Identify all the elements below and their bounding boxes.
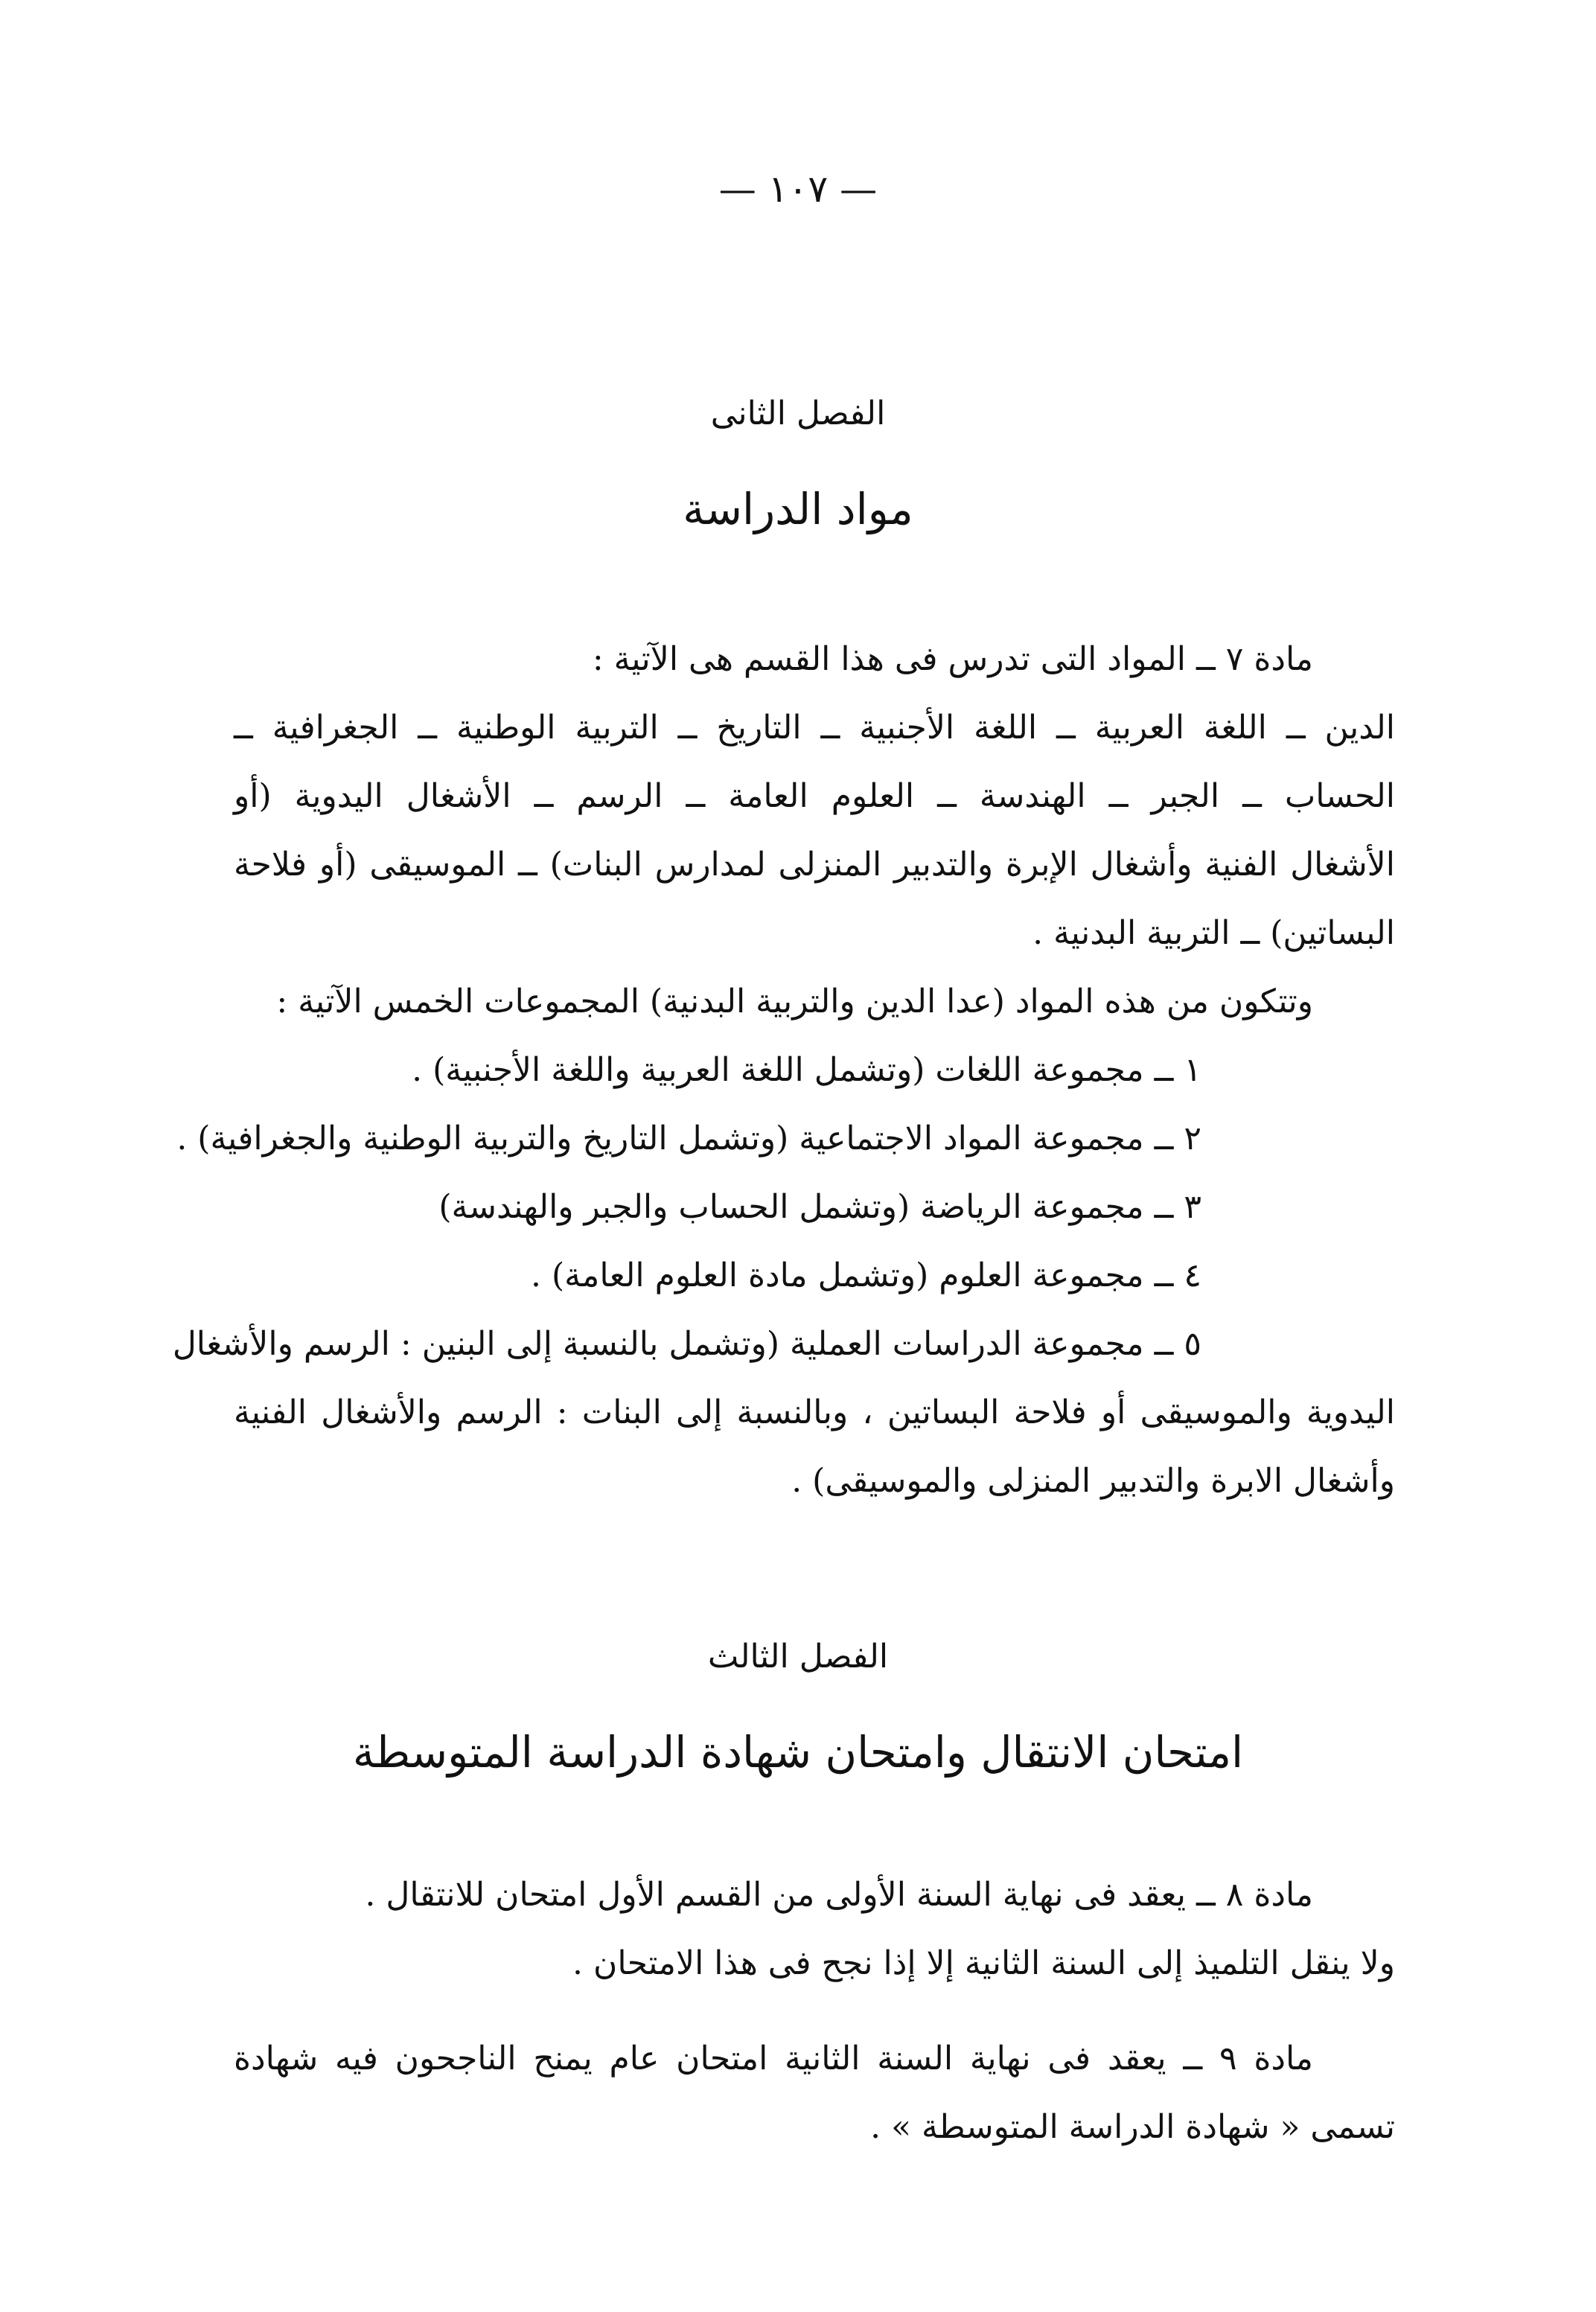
article-7-line-6: وتتكون من هذه المواد (عدا الدين والتربية البدنية) المجموعات الخمس الآتية :	[276, 983, 1313, 1021]
article-7-line-4: الأشغال الفنية وأشغال الإبرة والتدبير المنزلى لمدارس البنات) ــ الموسيقى (أو فلاحة	[234, 846, 1395, 884]
article-8	[234, 1861, 1395, 1998]
group-item-5-continuation-1: اليدوية والموسيقى أو فلاحة البساتين ، وبالنسبة إلى البنات : الرسم والأشغال الفنية	[234, 1393, 1395, 1431]
chapter-3-title: امتحان الانتقال وامتحان شهادة الدراسة المتوسطة	[352, 1727, 1244, 1778]
group-item-2: ٢ ــ مجموعة المواد الاجتماعية (وتشمل التاريخ والتربية الوطنية والجغرافية) .	[176, 1120, 1201, 1157]
article-8-line-1: مادة ٨ ــ يعقد فى نهاية السنة الأولى من القسم الأول امتحان للانتقال .	[365, 1876, 1313, 1914]
article-9-line-2: تسمى « شهادة الدراسة المتوسطة » .	[870, 2108, 1395, 2146]
chapter-2-title: مواد الدراسة	[683, 484, 913, 534]
article-8-line-2: ولا ينقل التلميذ إلى السنة الثانية إلا إذا نجح فى هذا الامتحان .	[572, 1944, 1395, 1982]
group-item-5-continuation-2: وأشغال الابرة والتدبير المنزلى والموسيقى) .	[791, 1462, 1395, 1500]
article-7	[172, 625, 1395, 1516]
article-9	[234, 2025, 1395, 2162]
article-7-line-1: مادة ٧ ــ المواد التى تدرس فى هذا القسم هى الآتية :	[592, 640, 1313, 678]
article-7-line-5: البساتين) ــ التربية البدنية .	[1032, 914, 1395, 952]
article-7-line-2: الدين ــ اللغة العربية ــ اللغة الأجنبية ــ التاريخ ــ التربية الوطنية ــ الجغرافية ــ	[234, 709, 1395, 747]
group-item-4: ٤ ــ مجموعة العلوم (وتشمل مادة العلوم العامة) .	[531, 1256, 1201, 1294]
chapter-3-label: الفصل الثالث	[707, 1638, 889, 1676]
chapter-2-label: الفصل الثانى	[710, 395, 886, 432]
group-item-5: ٥ ــ مجموعة الدراسات العملية (وتشمل بالنسبة إلى البنين : الرسم والأشغال	[172, 1325, 1201, 1363]
group-item-1: ١ ــ مجموعة اللغات (وتشمل اللغة العربية واللغة الأجنبية) .	[412, 1051, 1201, 1089]
article-9-line-1: مادة ٩ ــ يعقد فى نهاية السنة الثانية امتحان عام يمنح الناجحون فيه شهادة	[234, 2040, 1313, 2078]
article-7-line-3: الحساب ــ الجبر ــ الهندسة ــ العلوم العامة ــ الرسم ــ الأشغال اليدوية (أو	[234, 777, 1395, 815]
group-item-3: ٣ ــ مجموعة الرياضة (وتشمل الحساب والجبر والهندسة)	[438, 1188, 1201, 1226]
page-number: — ١٠٧ —	[718, 167, 878, 211]
